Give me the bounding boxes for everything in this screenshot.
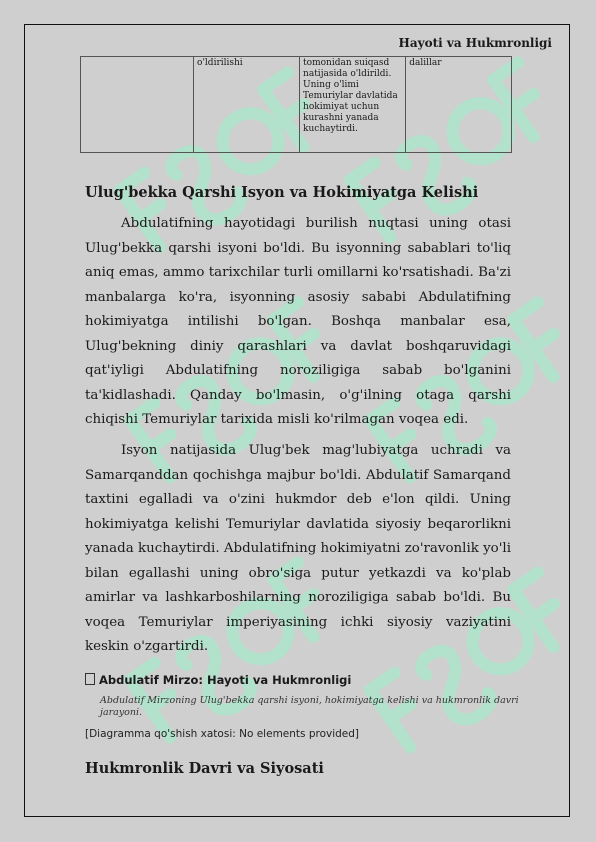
table-cell: tomonidan suiqasd natijasida o'ldirildi. Uning o'limi Temuriylar davlatida hokimiyat uchun kurashni yanada kuchaytirdi. xyxy=(300,57,406,153)
paragraph: Isyon natijasida Ulug'bek mag'lubiyatga uchradi va Samarqanddan qochishga majbur bo'ldi. Abdulatif Samarqand taxtini egalladi va o'zini hukmdor deb e'lon qildi. Uning hokimiyatga kelishi Temuriylar davlatida siyosiy beqarorlikni yanada kuchaytirdi. Abdulatifning hokimiyatni zo'ravonlik yo'li bilan egallashi uning obro'siga putur yetkazdi va ko'plab amirlar va lashkarboshilarning noroziligiga sabab bo'ldi. Bu voqea Temuriylar imperiyasining ichki siyosiy vaziyatini keskin o'zgartirdi. xyxy=(85,443,511,654)
section-heading: Hukmronlik Davri va Siyosati xyxy=(85,760,324,777)
table-row xyxy=(81,57,512,153)
diagram-error-message: [Diagramma qo'shish xatosi: No elements provided] xyxy=(85,728,360,740)
figure-title-text: Abdulatif Mirzo: Hayoti va Hukmronligi xyxy=(99,673,352,687)
table-cell: o'ldirilishi xyxy=(194,57,300,153)
continued-table xyxy=(80,56,512,153)
figure-title xyxy=(85,673,351,687)
figure-caption: Abdulatif Mirzoning Ulug'bekka qarshi isyoni, hokimiyatga kelishi va hukmronlik davri jarayoni. xyxy=(100,695,519,718)
section-heading: Ulug'bekka Qarshi Isyon va Hokimiyatga Kelishi xyxy=(85,184,479,201)
running-header: Hayoti va Hukmronligi xyxy=(398,36,552,50)
table-cell: dalillar xyxy=(406,57,512,153)
missing-image-icon xyxy=(85,673,95,685)
table-cell xyxy=(81,57,194,153)
paragraph: Abdulatifning hayotidagi burilish nuqtasi uning otasi Ulug'bekka qarshi isyoni bo'ldi. Bu isyonning sabablari to'liq aniq emas, ammo tarixchilar turli omillarni ko'rsatishadi. Ba'zi manbalarga ko'ra, isyonning asosiy sababi Abdulatifning hokimiyatga intilishi bo'lgan. Boshqa manbalar esa, Ulug'bekning diniy qarashlari va davlat boshqaruvidagi qat'iyligi Abdulatifning noroziligiga sabab bo'lganini ta'kidlashadi. Qanday bo'lmasin, o'g'ilning otaga qarshi chiqishi Temuriylar tarixida misli ko'rilmagan voqea edi. xyxy=(85,216,511,427)
